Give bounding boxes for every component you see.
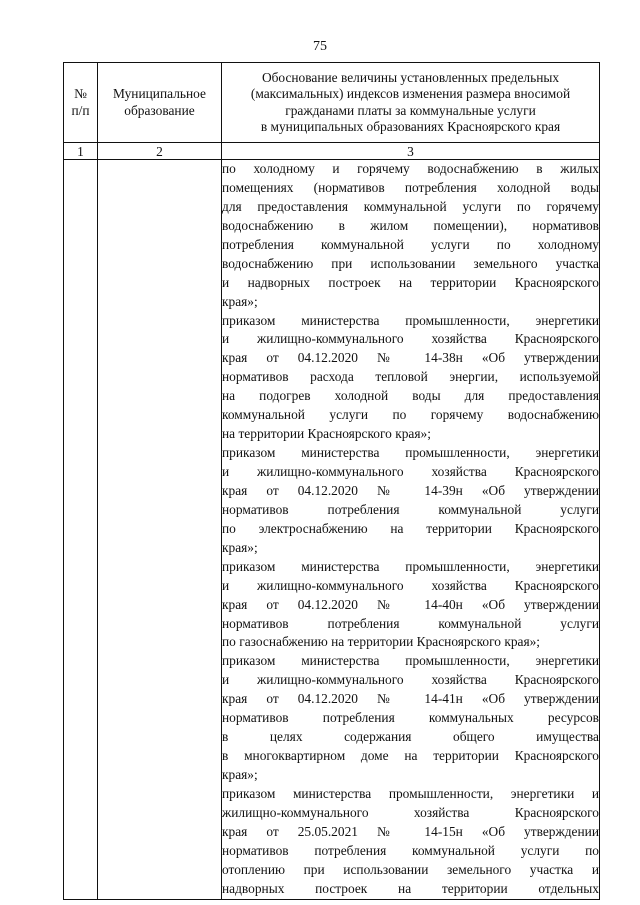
- text-line: приказом министерства промышленности, энергетики: [222, 653, 599, 669]
- text-line: для предоставления коммунальной услуги по горячему: [222, 198, 599, 214]
- header-number: [64, 63, 98, 143]
- text-line: приказом министерства промышленности, энергетики: [222, 445, 599, 461]
- page-number: 75: [313, 39, 327, 54]
- text-line: коммунальной услуги по горячему водоснабжению: [222, 407, 599, 423]
- text-line: края»;: [222, 539, 258, 555]
- text-line: края от 25.05.2021 № 14-15н «Об утверждении: [222, 823, 599, 839]
- text-line: потребления коммунальной услуги по холодному: [222, 236, 599, 252]
- header-municipality-line: образование: [124, 102, 195, 118]
- text-line: на территории Красноярского края»;: [222, 426, 431, 442]
- text-line: нормативов потребления коммунальной услуги: [222, 615, 599, 631]
- header-justification-line: в муниципальных образованиях Красноярского края: [260, 119, 561, 134]
- justification-text: [222, 160, 599, 899]
- text-line: приказом министерства промышленности, энергетики: [222, 312, 599, 328]
- header-municipality: [98, 63, 222, 143]
- text-line: края»;: [222, 293, 258, 309]
- text-line: нормативов потребления коммунальных ресурсов: [222, 710, 599, 726]
- header-justification-line: (максимальных) индексов изменения размера вносимой: [250, 86, 571, 101]
- row-number-cell: [64, 160, 98, 900]
- text-line: нормативов потребления коммунальной услуги по: [222, 842, 599, 858]
- text-line: жилищно-коммунального хозяйства Красноярского: [222, 804, 599, 820]
- text-line: надворных построек на территории отдельных: [222, 880, 599, 896]
- header-justification-line: гражданами платы за коммунальные услуги: [285, 102, 536, 118]
- text-line: края»;: [222, 767, 258, 782]
- header-municipality-line: Муниципальное: [113, 86, 206, 101]
- text-line: и жилищно-коммунального хозяйства Красноярского: [222, 331, 599, 347]
- text-line: и жилищно-коммунального хозяйства Красноярского: [222, 464, 599, 479]
- table-row: [64, 160, 600, 900]
- table-header-row: [64, 63, 600, 143]
- header-justification-line: Обоснование величины установленных предельных: [261, 69, 560, 85]
- text-line: и надворных построек на территории Красноярского: [222, 274, 599, 290]
- text-line: края от 04.12.2020 № 14-38н «Об утверждении: [222, 350, 599, 366]
- text-line: нормативов расхода тепловой энергии, используемой: [222, 369, 599, 385]
- text-line: по электроснабжению на территории Красноярского: [222, 520, 599, 536]
- justification-table: [63, 62, 600, 900]
- text-line: водоснабжению в жилом помещении), нормативов: [222, 217, 599, 233]
- text-line: и жилищно-коммунального хозяйства Красноярского: [222, 577, 599, 593]
- justification-text-cell: [222, 160, 600, 900]
- text-line: в целях содержания общего имущества: [222, 729, 599, 745]
- text-line: по газоснабжению на территории Красноярского края»;: [222, 634, 541, 650]
- text-line: по холодному и горячему водоснабжению в жилых: [222, 161, 599, 176]
- column-number-row: [64, 143, 600, 160]
- text-line: нормативов потребления коммунальной услуги: [222, 501, 599, 517]
- text-line: на подогрев холодной воды для предоставления: [222, 388, 599, 404]
- column-number: 1: [64, 143, 98, 160]
- text-line: и жилищно-коммунального хозяйства Красноярского: [222, 672, 599, 688]
- text-line: края от 04.12.2020 № 14-39н «Об утверждении: [222, 482, 599, 498]
- text-line: края от 04.12.2020 № 14-41н «Об утверждении: [222, 691, 599, 707]
- text-line: приказом министерства промышленности, энергетики: [222, 558, 599, 574]
- text-line: края от 04.12.2020 № 14-40н «Об утверждении: [222, 596, 599, 612]
- header-justification: [222, 63, 600, 143]
- text-line: водоснабжению при использовании земельного участка: [222, 255, 599, 271]
- text-line: отоплению при использовании земельного участка и: [222, 861, 599, 877]
- text-line: помещениях (нормативов потребления холодной воды: [222, 179, 599, 195]
- text-line: в многоквартирном доме на территории Красноярского: [222, 748, 599, 764]
- municipality-cell: [98, 160, 222, 900]
- column-number: 3: [222, 143, 600, 160]
- header-number-line: п/п: [71, 102, 90, 118]
- column-number: 2: [98, 143, 222, 160]
- header-number-line: №: [74, 86, 87, 101]
- text-line: приказом министерства промышленности, энергетики и: [222, 785, 599, 801]
